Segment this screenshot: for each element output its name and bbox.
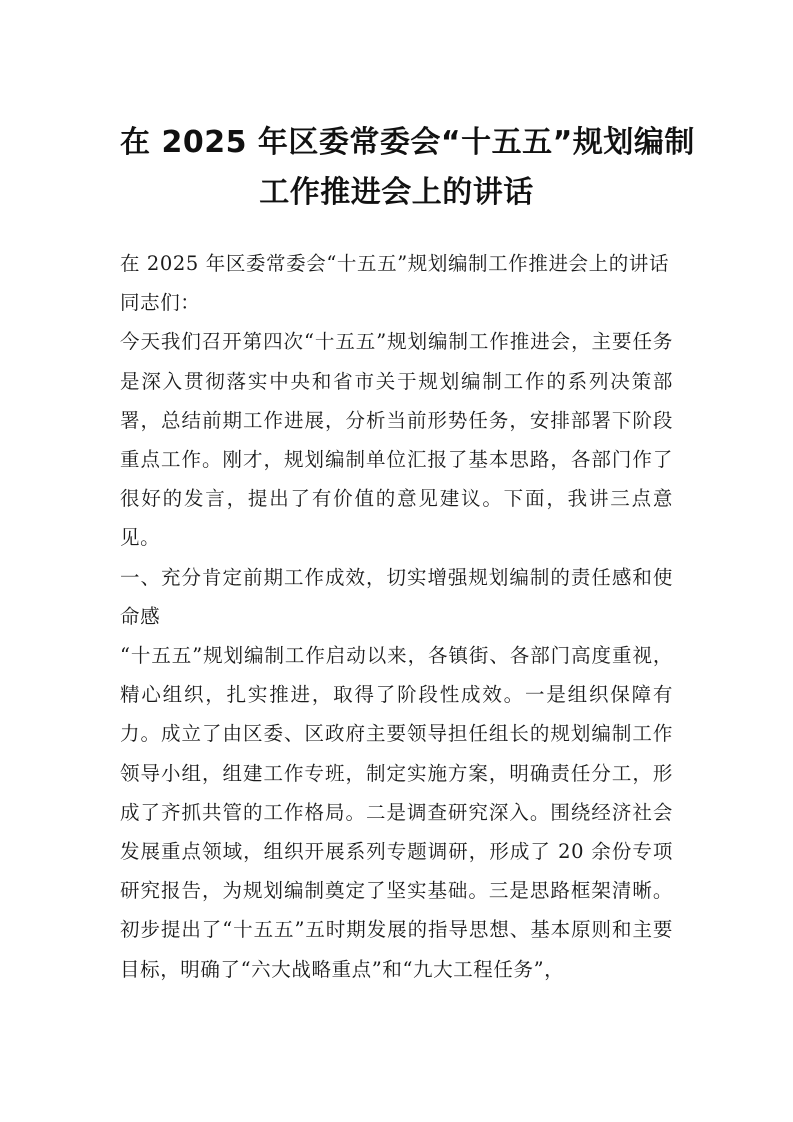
opening-paragraph: 今天我们召开第四次“十五五”规划编制工作推进会，主要任务是深入贯彻落实中央和省市关于规划编制工作的系列决策部署，总结前期工作进展，分析当前形势任务，安排部署下阶段重点工作。刚才，规划编制单位汇报了基本思路，各部门作了很好的发言，提出了有价值的意见建议。下面，我讲三点意见。 [120,330,673,550]
title-line-1: 在 2025 年区委常委会“十五五”规划编制 [120,125,695,160]
subtitle-paragraph: 在 2025 年区委常委会“十五五”规划编制工作推进会上的讲话 [120,252,670,275]
section-1-paragraph: “十五五”规划编制工作启动以来，各镇街、各部门高度重视，精心组织，扎实推进，取得了阶段性成效。一是组织保障有力。成立了由区委、区政府主要领导担任组长的规划编制工作领导小组，组建工作专班，制定实施方案，明确责任分工，形成了齐抓共管的工作格局。二是调查研究深入。围绕经济社会发展重点领域，组织开展系列专题调研，形成了 20 余份专项研究报告，为规划编制奠定了坚实基础。三是思路框架清晰。初步提出了“十五五”五时期发展的指导思想、基本原则和主要目标，明确了“六大战略重点”和“九大工程任务”， [120,644,673,981]
document-title [120,118,695,218]
salutation-paragraph: 同志们： [120,291,201,315]
section-heading-1: 一、充分肯定前期工作成效，切实增强规划编制的责任感和使命感 [120,565,673,628]
document-page [120,118,695,989]
title-line-2: 工作推进会上的讲话 [259,175,534,210]
document-body [120,244,673,989]
